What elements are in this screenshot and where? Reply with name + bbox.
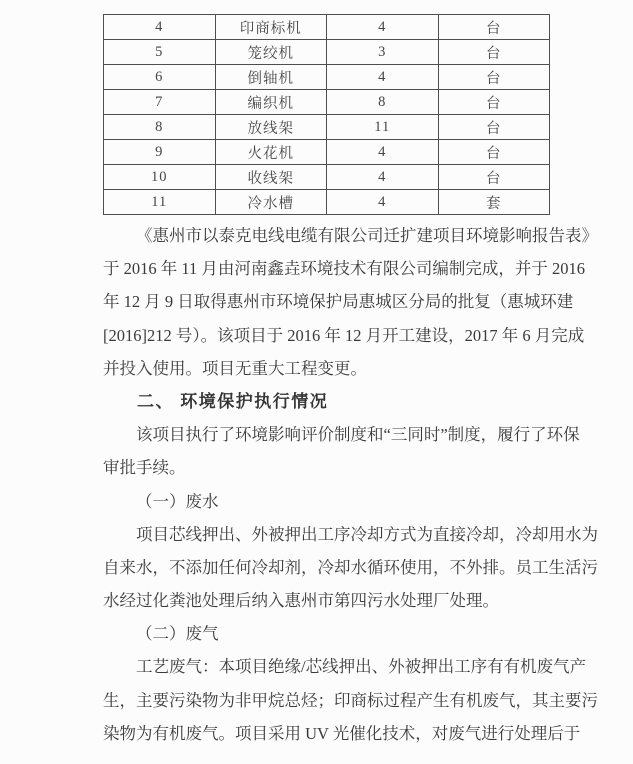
cell-no: 5	[104, 40, 216, 65]
cell-unit: 台	[438, 90, 550, 115]
cell-qty: 4	[327, 165, 439, 190]
doc-line: 年 12 月 9 日取得惠州市环境保护局惠城区分局的批复（惠城环建	[103, 292, 574, 312]
cell-name: 收线架	[215, 165, 327, 190]
doc-line: 工艺废气：本项目绝缘/芯线押出、外被押出工序有有机废气产	[136, 657, 587, 677]
table-row	[104, 65, 550, 90]
cell-name: 火花机	[215, 140, 327, 165]
cell-unit: 台	[438, 165, 550, 190]
doc-line: 生，主要污染物为非甲烷总烃；印商标过程产生有机废气，其主要污	[103, 690, 598, 710]
cell-qty: 3	[327, 40, 439, 65]
cell-qty: 4	[327, 140, 439, 165]
cell-name: 编织机	[215, 90, 327, 115]
cell-qty: 4	[327, 65, 439, 90]
cell-no: 6	[104, 65, 216, 90]
cell-no: 9	[104, 140, 216, 165]
cell-name: 放线架	[215, 115, 327, 140]
doc-line: 于 2016 年 11 月由河南鑫垚环境技术有限公司编制完成，并于 2016	[103, 259, 586, 279]
cell-no: 4	[104, 15, 216, 40]
cell-no: 8	[104, 115, 216, 140]
cell-unit: 台	[438, 140, 550, 165]
cell-unit: 台	[438, 65, 550, 90]
table-row	[104, 165, 550, 190]
cell-name: 印商标机	[215, 15, 327, 40]
cell-unit: 台	[438, 115, 550, 140]
cell-qty: 11	[327, 115, 439, 140]
cell-qty: 4	[327, 15, 439, 40]
doc-line: 项目芯线押出、外被押出工序冷却方式为直接冷却，冷却用水为	[136, 524, 598, 544]
subsection-heading: （二）废气	[136, 624, 219, 644]
cell-no: 7	[104, 90, 216, 115]
doc-line: [2016]212 号）。该项目于 2016 年 12 月开工建设，2017 年 6 月完成	[103, 325, 585, 345]
section-heading: 二、 环境保护执行情况	[137, 391, 329, 411]
table-row	[104, 90, 550, 115]
cell-name: 笼绞机	[215, 40, 327, 65]
table-row	[104, 115, 550, 140]
cell-name: 倒轴机	[215, 65, 327, 90]
doc-line: 染物为有机废气。项目采用 UV 光催化技术，对废气进行处理后于	[103, 723, 581, 743]
doc-line: 自来水，不添加任何冷却剂，冷却水循环使用，不外排。员工生活污	[103, 557, 598, 577]
doc-line: 审批手续。	[103, 458, 186, 478]
cell-qty: 4	[327, 190, 439, 215]
table-row	[104, 190, 550, 215]
doc-line: 《惠州市以泰克电线电缆有限公司迁扩建项目环境影响报告表》	[136, 226, 598, 245]
cell-unit: 台	[438, 40, 550, 65]
equipment-table	[103, 14, 550, 215]
cell-unit: 套	[438, 190, 550, 215]
report-text-block	[103, 219, 598, 750]
doc-line: 水经过化粪池处理后纳入惠州市第四污水处理厂处理。	[103, 591, 499, 611]
cell-no: 11	[104, 190, 216, 215]
cell-unit: 台	[438, 15, 550, 40]
cell-no: 10	[104, 165, 216, 190]
cell-name: 冷水槽	[215, 190, 327, 215]
table-row	[104, 140, 550, 165]
doc-line: 并投入使用。项目无重大工程变更。	[103, 358, 367, 378]
subsection-heading: （一）废水	[136, 491, 219, 511]
table-row	[104, 15, 550, 40]
doc-line: 该项目执行了环境影响评价制度和“三同时”制度，履行了环保	[136, 425, 580, 445]
cell-qty: 8	[327, 90, 439, 115]
table-row	[104, 40, 550, 65]
